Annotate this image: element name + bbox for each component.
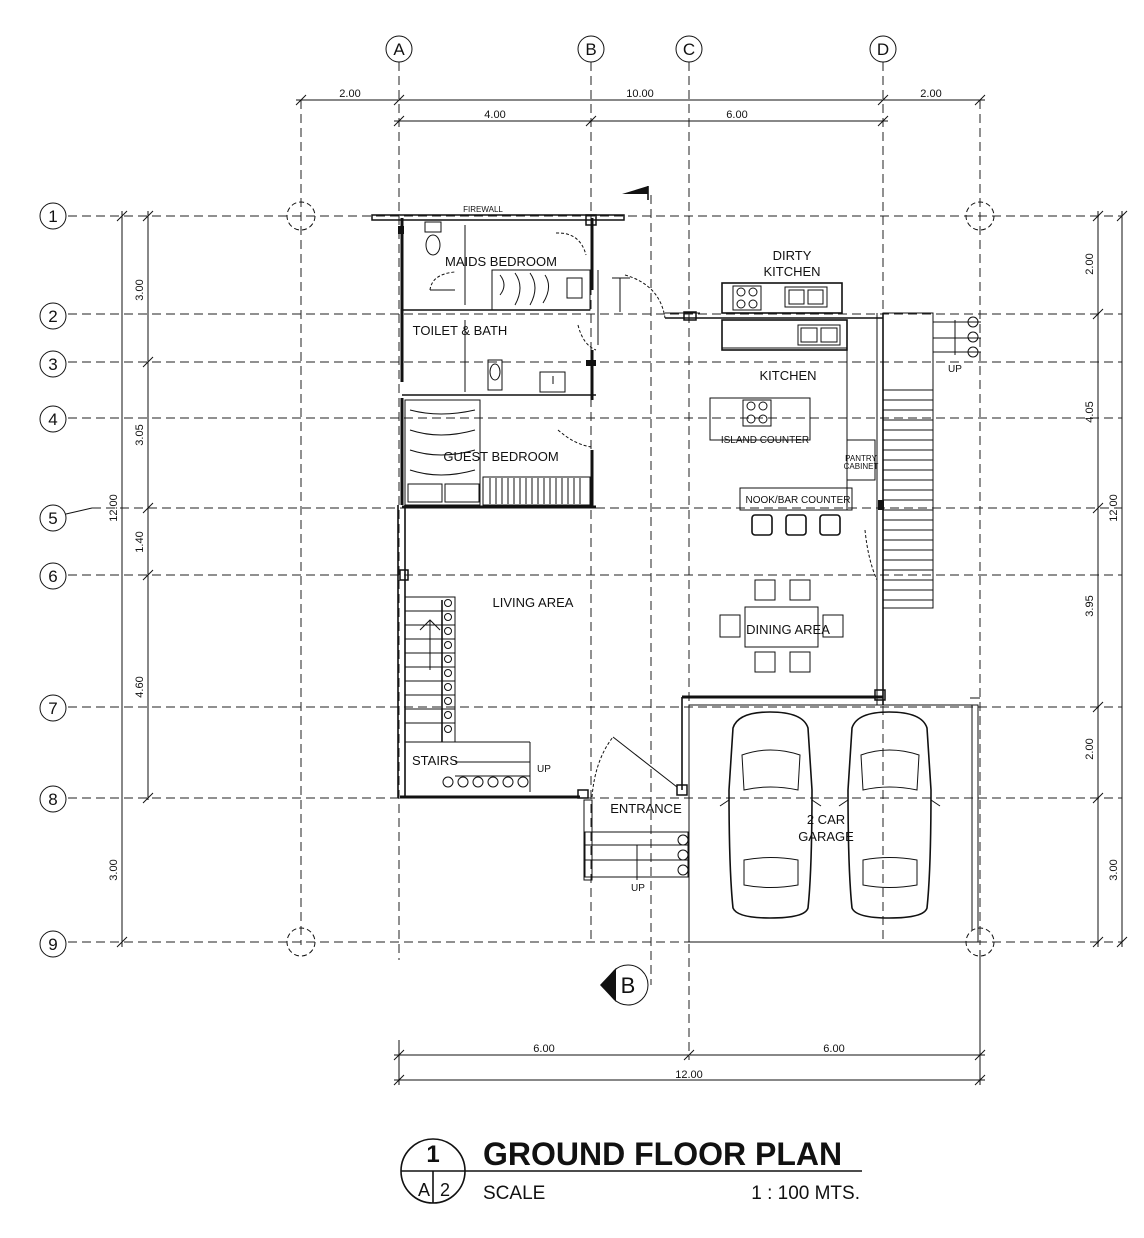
dim-left-2: 3.05 [134, 424, 146, 446]
sheet-number: 2 [439, 1180, 451, 1200]
entrance-up-label: UP [631, 883, 645, 894]
dim-inner-left: 4.00 [484, 109, 506, 121]
dim-right-2: 4.05 [1084, 401, 1096, 423]
garage-label-line2: GARAGE [798, 829, 854, 844]
grid-number-9: 9 [48, 935, 58, 954]
grid-letter-a: A [393, 40, 405, 59]
dim-left-1: 3.00 [134, 279, 146, 301]
grid-number-1: 1 [48, 207, 58, 226]
garage-label-line1: 2 CAR [806, 812, 846, 827]
grid-letter-bubbles [386, 36, 896, 62]
dim-left-5: 3.00 [108, 859, 120, 881]
car-icon [720, 712, 821, 918]
grid-number-4: 4 [48, 410, 58, 429]
dining-area-label: DINING AREA [746, 622, 830, 637]
pantry-label-line1: PANTRY [845, 454, 877, 463]
living-area-label: LIVING AREA [492, 595, 574, 610]
entrance-label: ENTRANCE [610, 801, 682, 816]
island-counter [710, 398, 810, 440]
dim-left-4: 4.60 [134, 676, 146, 698]
drawing-number: 1 [426, 1141, 440, 1168]
grid-letter-d: D [876, 40, 890, 59]
section-flag-icon [622, 186, 648, 200]
dirty-kitchen-counter [722, 283, 842, 313]
sheet-letter: A [417, 1180, 431, 1200]
car-icon [839, 712, 940, 918]
dim-bottom-total: 12.00 [675, 1069, 703, 1081]
section-b-label: B [620, 973, 636, 998]
dirty-kitchen-label-line2: KITCHEN [763, 264, 821, 279]
scale-label: SCALE [483, 1183, 546, 1204]
grid-number-2: 2 [48, 307, 58, 326]
column-markers [287, 202, 994, 956]
dimension-lines [117, 95, 1127, 1085]
scale-value: 1 : 100 MTS. [751, 1183, 860, 1204]
dim-right-4: 2.00 [1084, 738, 1096, 760]
title-block [401, 1136, 862, 1204]
grid-lines [68, 62, 1122, 1060]
grid-number-6: 6 [48, 567, 58, 586]
dim-top-right: 2.00 [920, 88, 942, 100]
dim-inner-right: 6.00 [726, 109, 748, 121]
dim-left-3: 1.40 [134, 531, 146, 553]
exterior-stairs [883, 313, 981, 608]
grid-number-3: 3 [48, 355, 58, 374]
firewall-label: FIREWALL [463, 205, 503, 214]
kitchen-label: KITCHEN [759, 368, 817, 383]
island-counter-label: ISLAND COUNTER [720, 435, 810, 446]
dirty-kitchen-label-line1: DIRTY [772, 248, 812, 263]
grid-number-8: 8 [48, 790, 58, 809]
grid-letter-b: B [585, 40, 597, 59]
nook-bar-label: NOOK/BAR COUNTER [745, 495, 851, 506]
grid-number-bubbles [40, 203, 92, 957]
maids-bed-icon [492, 270, 590, 310]
dim-left-total: 12.00 [108, 494, 120, 522]
section-b-marker [600, 965, 648, 1005]
dim-right-total: 12.00 [1108, 494, 1120, 522]
grid-number-7: 7 [48, 699, 58, 718]
toilet-icon [425, 222, 441, 255]
entrance-steps [585, 832, 688, 880]
drawing-title: GROUND FLOOR PLAN [483, 1136, 843, 1172]
exterior-stair-up-label: UP [948, 364, 962, 375]
dim-right-3: 3.95 [1084, 595, 1096, 617]
dim-top-left: 2.00 [339, 88, 361, 100]
dim-bottom-left: 6.00 [533, 1043, 555, 1055]
pantry-label-line2: CABINET [843, 462, 879, 471]
dim-bottom-right: 6.00 [823, 1043, 845, 1055]
dim-right-5: 3.00 [1108, 859, 1120, 881]
dim-top-middle: 10.00 [626, 88, 654, 100]
bath-fixtures-icon [488, 360, 565, 392]
grid-number-5: 5 [48, 509, 58, 528]
dim-right-1: 2.00 [1084, 253, 1096, 275]
grid-letter-c: C [682, 40, 696, 59]
guest-bedroom-label: GUEST BEDROOM [443, 449, 559, 464]
dimension-labels [108, 88, 1120, 1081]
kitchen-counter [722, 320, 847, 350]
toilet-bath-label: TOILET & BATH [412, 323, 508, 338]
maids-bedroom-label: MAIDS BEDROOM [445, 254, 557, 269]
stairs-up-label: UP [537, 764, 551, 775]
stairs-label: STAIRS [412, 753, 458, 768]
